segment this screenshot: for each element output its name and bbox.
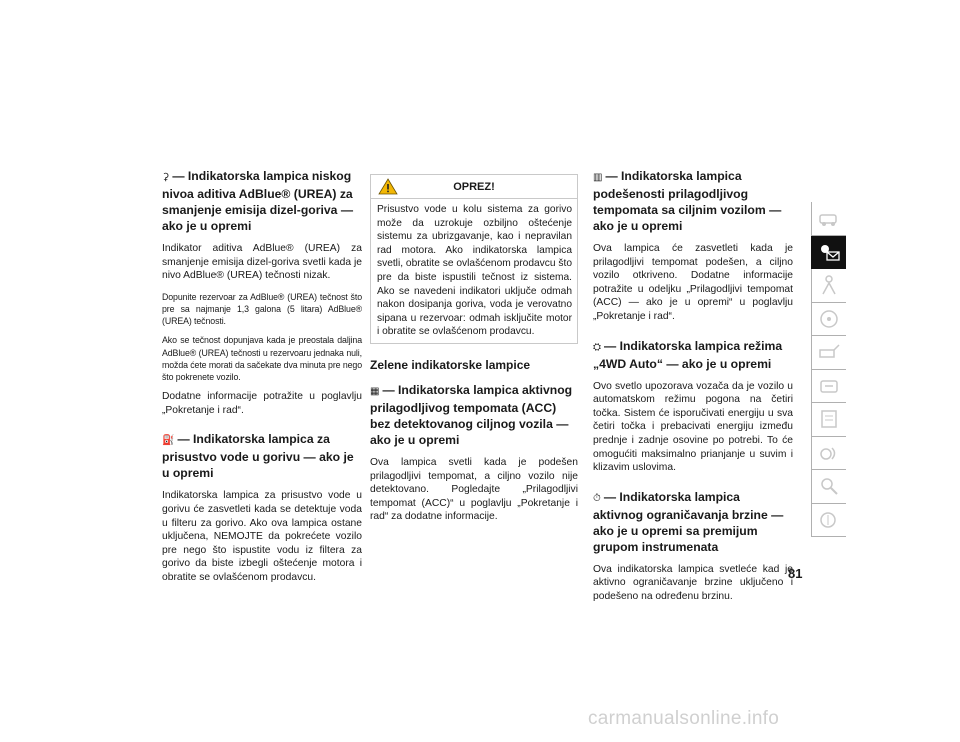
- acc-target-icon: ▥: [593, 172, 603, 183]
- adblue-paragraph-3: Ako se tečnost dopunjava kada je preostala daljina AdBlue® (UREA) tečnosti u rezervoaru jednaka nuli, možda ćete morati da sačekate dva minuta pre nego što pokrenete vozilo.: [162, 335, 362, 382]
- radio-icon: [817, 442, 841, 464]
- water-in-fuel-paragraph: Indikatorska lampica za prisustvo vode u gorivu će zasvetleti kada se detektuje voda u filteru za gorivo. Ako ova lampica ostane uključena, NEMOJTE da pokrećete vozilo pre nego što ispustite vodu iz filtera za gorivo da biste izbegli oštećenje motora i obratite se ovlašćenom prodavcu.: [162, 490, 362, 583]
- tab-servicing[interactable]: [811, 370, 846, 404]
- 4wd-auto-paragraph: Ovo svetlo upozorava vozača da je vozilo u automatskom režimu pogona na četiri točka. Sistem će isporučivati energiju u sva četiri točka i prebacivati energiju između prednje i zadnje osovine po potrebi. To će omogućiti maksimalno prianjanje u suvim i klizavim uslovima.: [593, 380, 793, 474]
- water-in-fuel-heading: ⛽ — Indikatorska lampica za prisustvo vode u gorivu — ako je u opremi: [162, 432, 354, 481]
- tab-specifications[interactable]: [811, 403, 846, 437]
- speed-limiter-paragraph: Ova indikatorska lampica svetleće kad je aktivno ograničavanje brzine uključeno i podešeno na određenu brzinu.: [593, 563, 793, 602]
- tab-multimedia[interactable]: [811, 437, 846, 471]
- warning-body: [371, 199, 577, 343]
- column-2: [370, 170, 578, 532]
- steering-wheel-icon: [817, 308, 841, 330]
- tab-emergency[interactable]: [811, 336, 846, 370]
- column-1: [162, 168, 362, 593]
- chapter-tabs: [811, 202, 846, 537]
- index-abc-icon: [817, 509, 841, 531]
- acc-target-heading: ▥ — Indikatorska lampica podešenosti prilagodljivog tempomata sa ciljnim vozilom — ako je u opremi: [593, 169, 782, 233]
- tow-truck-icon: [817, 341, 841, 363]
- adblue-heading: ⚳ — Indikatorska lampica niskog nivoa aditiva AdBlue® (UREA) za smanjenje emisija dizel-goriva — ako je u opremi: [162, 169, 354, 233]
- tab-instrument-panel[interactable]: [811, 236, 846, 270]
- column-3: [593, 168, 793, 612]
- adblue-paragraph-4: Dodatne informacije potražite u poglavlju „Pokretanje i rad“.: [162, 391, 362, 416]
- page-number: 81: [788, 566, 803, 581]
- warning-header: [371, 175, 577, 199]
- 4wd-auto-icon: ⛭: [593, 341, 601, 353]
- warning-box: [370, 174, 578, 344]
- tab-safety[interactable]: [811, 269, 846, 303]
- tab-vehicle-intro[interactable]: [811, 202, 846, 236]
- acc-no-target-icon: ▦: [370, 385, 380, 397]
- acc-target-paragraph: Ova lampica će zasvetleti kada je prilagodljivi tempomat podešen, a ciljno vozilo otkriveno. Dodatne informacije potražite u odeljku „Prilagodljivi tempomat (ACC) — ako je u opremi“ u poglavlju „Pokretanje i rad“.: [593, 243, 793, 322]
- warning-light-envelope-icon: [817, 241, 841, 263]
- warning-title: OPREZ!: [453, 180, 495, 193]
- warning-triangle-icon: [378, 178, 398, 195]
- adblue-paragraph-1: Indikator aditiva AdBlue® (UREA) za smanjenje emisija dizel-goriva svetli kada je nivo AdBlue® (UREA) tečnosti nizak.: [162, 243, 362, 282]
- speed-limiter-heading: ⏱ — Indikatorska lampica aktivnog ograničavanja brzine — ako je u opremi sa premijum grupom instrumenata: [593, 489, 784, 554]
- checklist-icon: [817, 408, 841, 430]
- tab-starting-operating[interactable]: [811, 303, 846, 337]
- car-key-icon: [817, 207, 841, 229]
- wrench-car-icon: [817, 375, 841, 397]
- green-lights-section-title: Zelene indikatorske lampice: [370, 357, 531, 372]
- acc-no-target-heading: ▦ — Indikatorska lampica aktivnog prilagodljivog tempomata (ACC) bez detektovanog ciljnog vozila — ako je u opremi: [370, 382, 573, 447]
- seat-belt-icon: [817, 274, 841, 296]
- magnifier-icon: [817, 475, 841, 497]
- 4wd-auto-heading: ⛭ — Indikatorska lampica režima „4WD Auto“ — ako je u opremi: [593, 338, 783, 371]
- warning-text: Prisustvo vode u kolu sistema za gorivo može da uzrokuje ozbiljno oštećenje sistemu za ubrizgavanje, kao i nepravilan rad motora. Ako indikatorska lampica svetli, obratite se ovlašćenom prodavcu što pre da biste ispustili tečnost iz sistema. Ako se navedeni indikatori uključe odmah nakon dosipanja goriva, voda je verovatno sipana u rezervoar: odmah isključite motor i obratite se ovlašćenom prodavcu.: [377, 204, 572, 338]
- speed-limiter-icon: ⏱: [593, 492, 601, 504]
- water-in-fuel-icon: ⛽: [162, 435, 175, 447]
- adblue-level-icon: ⚳: [162, 172, 170, 183]
- tab-customer-assistance[interactable]: [811, 470, 846, 504]
- watermark-text: carmanualsonline.info: [588, 708, 780, 729]
- acc-no-target-paragraph: Ova lampica svetli kada je podešen prilagodljivi tempomat, a ciljno vozilo nije detektovano. Pogledajte „Prilagodljivi tempomat (ACC)“ u poglavlju „Pokretanje i rad“ za dodatne informacije.: [370, 456, 578, 523]
- adblue-paragraph-2: Dopunite rezervoar za AdBlue® (UREA) tečnost što pre sa najmanje 1,3 galona (5 litara) AdBlue® (UREA) tečnosti.: [162, 291, 362, 327]
- tab-index[interactable]: [811, 504, 846, 538]
